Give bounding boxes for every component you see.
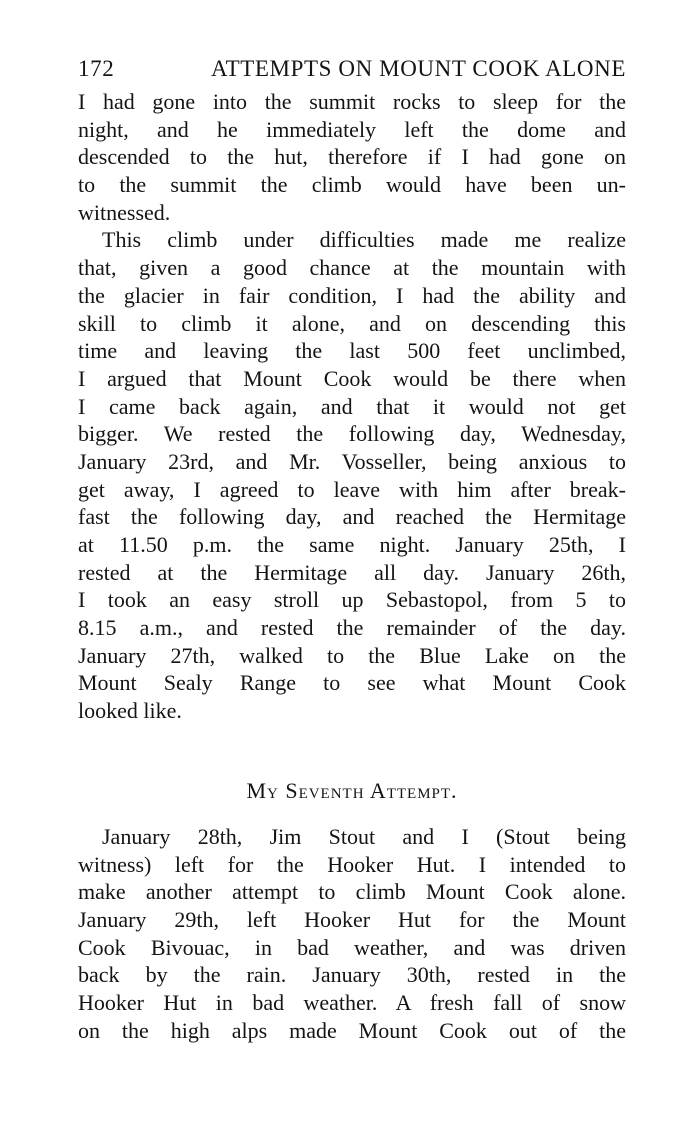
- text-line: January 29th, left Hooker Hut for the Mount: [78, 906, 626, 932]
- paragraph-2: [78, 226, 626, 724]
- text-line: Hooker Hut in bad weather. A fresh fall of snow: [78, 989, 626, 1015]
- text-line: rested at the Hermitage all day. January 26th,: [78, 559, 626, 585]
- text-line: the glacier in fair condition, I had the ability and: [78, 282, 626, 308]
- text-line: night, and he immediately left the dome and: [78, 116, 626, 142]
- text-line: skill to climb it alone, and on descending this: [78, 310, 626, 336]
- section-heading: My Seventh Attempt.: [246, 777, 458, 803]
- text-line: This climb under difficulties made me realize: [102, 227, 626, 253]
- text-line: January 28th, Jim Stout and I (Stout being: [102, 823, 626, 849]
- text-line: I had gone into the summit rocks to sleep for the: [78, 89, 626, 114]
- text-line: Cook Bivouac, in bad weather, and was driven: [78, 934, 626, 960]
- text-line: January 27th, walked to the Blue Lake on the: [78, 642, 626, 668]
- text-line: get away, I agreed to leave with him after break-: [78, 476, 626, 502]
- text-line: looked like.: [78, 698, 182, 724]
- page-number: 172: [78, 56, 115, 81]
- text-line: at 11.50 p.m. the same night. January 25th, I: [78, 532, 626, 557]
- text-line: to the summit the climb would have been un-: [78, 172, 626, 198]
- text-line: I took an easy stroll up Sebastopol, from 5 to: [78, 587, 626, 613]
- text-line: January 23rd, and Mr. Vosseller, being anxious to: [78, 448, 626, 474]
- text-line: witness) left for the Hooker Hut. I intended to: [78, 851, 626, 877]
- book-page: [78, 52, 626, 1044]
- text-line: that, given a good chance at the mountain with: [78, 255, 626, 281]
- text-line: bigger. We rested the following day, Wednesday,: [78, 421, 626, 447]
- paragraph-1: [78, 88, 626, 226]
- text-line: on the high alps made Mount Cook out of the: [78, 1017, 626, 1043]
- text-line: time and leaving the last 500 feet unclimbed,: [78, 338, 626, 364]
- text-line: back by the rain. January 30th, rested in the: [78, 962, 626, 988]
- text-line: fast the following day, and reached the Hermitage: [78, 504, 626, 530]
- text-line: I argued that Mount Cook would be there when: [78, 365, 626, 391]
- text-line: I came back again, and that it would not get: [78, 393, 626, 419]
- text-line: Mount Sealy Range to see what Mount Cook: [78, 670, 626, 696]
- paragraph-3: [78, 823, 626, 1045]
- text-line: 8.15 a.m., and rested the remainder of the day.: [78, 615, 626, 641]
- text-line: witnessed.: [78, 199, 171, 225]
- text-line: make another attempt to climb Mount Cook alone.: [78, 879, 626, 905]
- running-head: [78, 52, 626, 86]
- running-title: ATTEMPTS ON MOUNT COOK ALONE: [210, 56, 626, 81]
- text-line: descended to the hut, therefore if I had gone on: [78, 144, 626, 170]
